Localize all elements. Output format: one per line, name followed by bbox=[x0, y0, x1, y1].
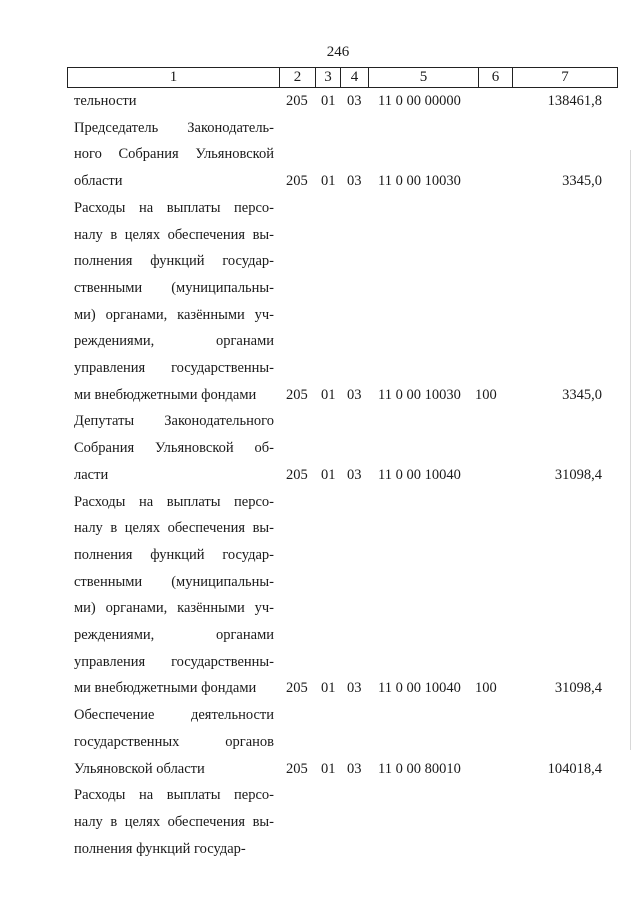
description-line: налу в целях обеспечения вы- bbox=[74, 520, 274, 537]
description-line: ственными (муниципальны- bbox=[74, 279, 274, 296]
cell-c7: 31098,4 bbox=[554, 680, 602, 697]
description-line: полнения функций государ- bbox=[74, 840, 246, 857]
header-col-6: 6 bbox=[479, 68, 513, 88]
description-line: ми внебюджетными фондами bbox=[74, 680, 257, 697]
cell-c3: 01 bbox=[321, 680, 336, 697]
description-line: ми) органами, казёнными уч- bbox=[74, 306, 274, 323]
table-row bbox=[0, 679, 640, 697]
description-line: Собрания Ульяновской об- bbox=[74, 440, 274, 457]
description-line: ласти bbox=[74, 466, 109, 483]
description-line: полнения функций государ- bbox=[74, 546, 274, 563]
description-line: Председатель Законодатель- bbox=[74, 119, 274, 136]
header-col-1: 1 bbox=[68, 68, 280, 88]
table-row bbox=[0, 386, 640, 404]
cell-c2: 205 bbox=[286, 173, 308, 190]
description-line: области bbox=[74, 173, 123, 190]
cell-c4: 03 bbox=[347, 173, 362, 190]
description-line: налу в целях обеспечения вы- bbox=[74, 813, 274, 830]
description-line: Депутаты Законодательного bbox=[74, 413, 274, 430]
cell-c4: 03 bbox=[347, 386, 362, 403]
cell-c6: 100 bbox=[475, 386, 497, 403]
description-line: реждениями, органами bbox=[74, 627, 274, 644]
table-row bbox=[0, 466, 640, 484]
header-col-4: 4 bbox=[341, 68, 369, 88]
cell-c7: 31098,4 bbox=[554, 466, 602, 483]
description-line: ственными (муниципальны- bbox=[74, 573, 274, 590]
table-row bbox=[0, 172, 640, 190]
table-row bbox=[0, 92, 640, 110]
description-line: реждениями, органами bbox=[74, 333, 274, 350]
cell-c5: 11 0 00 10030 bbox=[378, 386, 461, 403]
cell-c3: 01 bbox=[321, 760, 336, 777]
header-col-5: 5 bbox=[369, 68, 479, 88]
cell-c4: 03 bbox=[347, 93, 362, 109]
description-line: Расходы на выплаты персо- bbox=[74, 493, 274, 510]
description-line: ми) органами, казёнными уч- bbox=[74, 600, 274, 617]
cell-c7: 104018,4 bbox=[547, 760, 602, 777]
row-description bbox=[74, 195, 274, 409]
cell-c5: 11 0 00 80010 bbox=[378, 760, 461, 777]
description-line: Обеспечение деятельности bbox=[74, 707, 274, 724]
description-line: Расходы на выплаты персо- bbox=[74, 199, 274, 216]
cell-c3: 01 bbox=[321, 93, 336, 109]
cell-c6: 100 bbox=[475, 680, 497, 697]
table-row bbox=[0, 760, 640, 778]
cell-c2: 205 bbox=[286, 386, 308, 403]
cell-c3: 01 bbox=[321, 466, 336, 483]
description-line: управления государственны- bbox=[74, 653, 274, 670]
cell-c3: 01 bbox=[321, 173, 336, 190]
cell-c2: 205 bbox=[286, 680, 308, 697]
header-col-2: 2 bbox=[280, 68, 316, 88]
page-number: 246 bbox=[326, 44, 350, 60]
table-header bbox=[67, 67, 618, 88]
header-col-7: 7 bbox=[513, 68, 618, 88]
cell-c5: 11 0 00 10030 bbox=[378, 173, 461, 190]
cell-c2: 205 bbox=[286, 466, 308, 483]
cell-c4: 03 bbox=[347, 680, 362, 697]
cell-c5: 11 0 00 10040 bbox=[378, 680, 461, 697]
cell-c4: 03 bbox=[347, 466, 362, 483]
cell-c4: 03 bbox=[347, 760, 362, 777]
cell-c3: 01 bbox=[321, 386, 336, 403]
cell-c7: 3345,0 bbox=[562, 173, 602, 190]
description-line: Расходы на выплаты персо- bbox=[74, 787, 274, 804]
description-line: ми внебюджетными фондами bbox=[74, 386, 257, 403]
row-description bbox=[74, 782, 274, 862]
cell-c5: 11 0 00 10040 bbox=[378, 466, 461, 483]
cell-c5: 11 0 00 00000 bbox=[378, 93, 461, 109]
cell-c7: 138461,8 bbox=[547, 93, 602, 109]
description-line: тельности bbox=[74, 93, 137, 109]
description-line: управления государственны- bbox=[74, 360, 274, 377]
cell-c2: 205 bbox=[286, 93, 308, 109]
cell-c2: 205 bbox=[286, 760, 308, 777]
scan-edge-line bbox=[630, 150, 631, 750]
description-line: налу в целях обеспечения вы- bbox=[74, 226, 274, 243]
cell-c7: 3345,0 bbox=[562, 386, 602, 403]
description-line: государственных органов bbox=[74, 733, 274, 750]
header-col-3: 3 bbox=[316, 68, 341, 88]
description-line: Ульяновской области bbox=[74, 760, 205, 777]
description-line: полнения функций государ- bbox=[74, 253, 274, 270]
row-description bbox=[74, 489, 274, 703]
description-line: ного Собрания Ульяновской bbox=[74, 146, 274, 163]
